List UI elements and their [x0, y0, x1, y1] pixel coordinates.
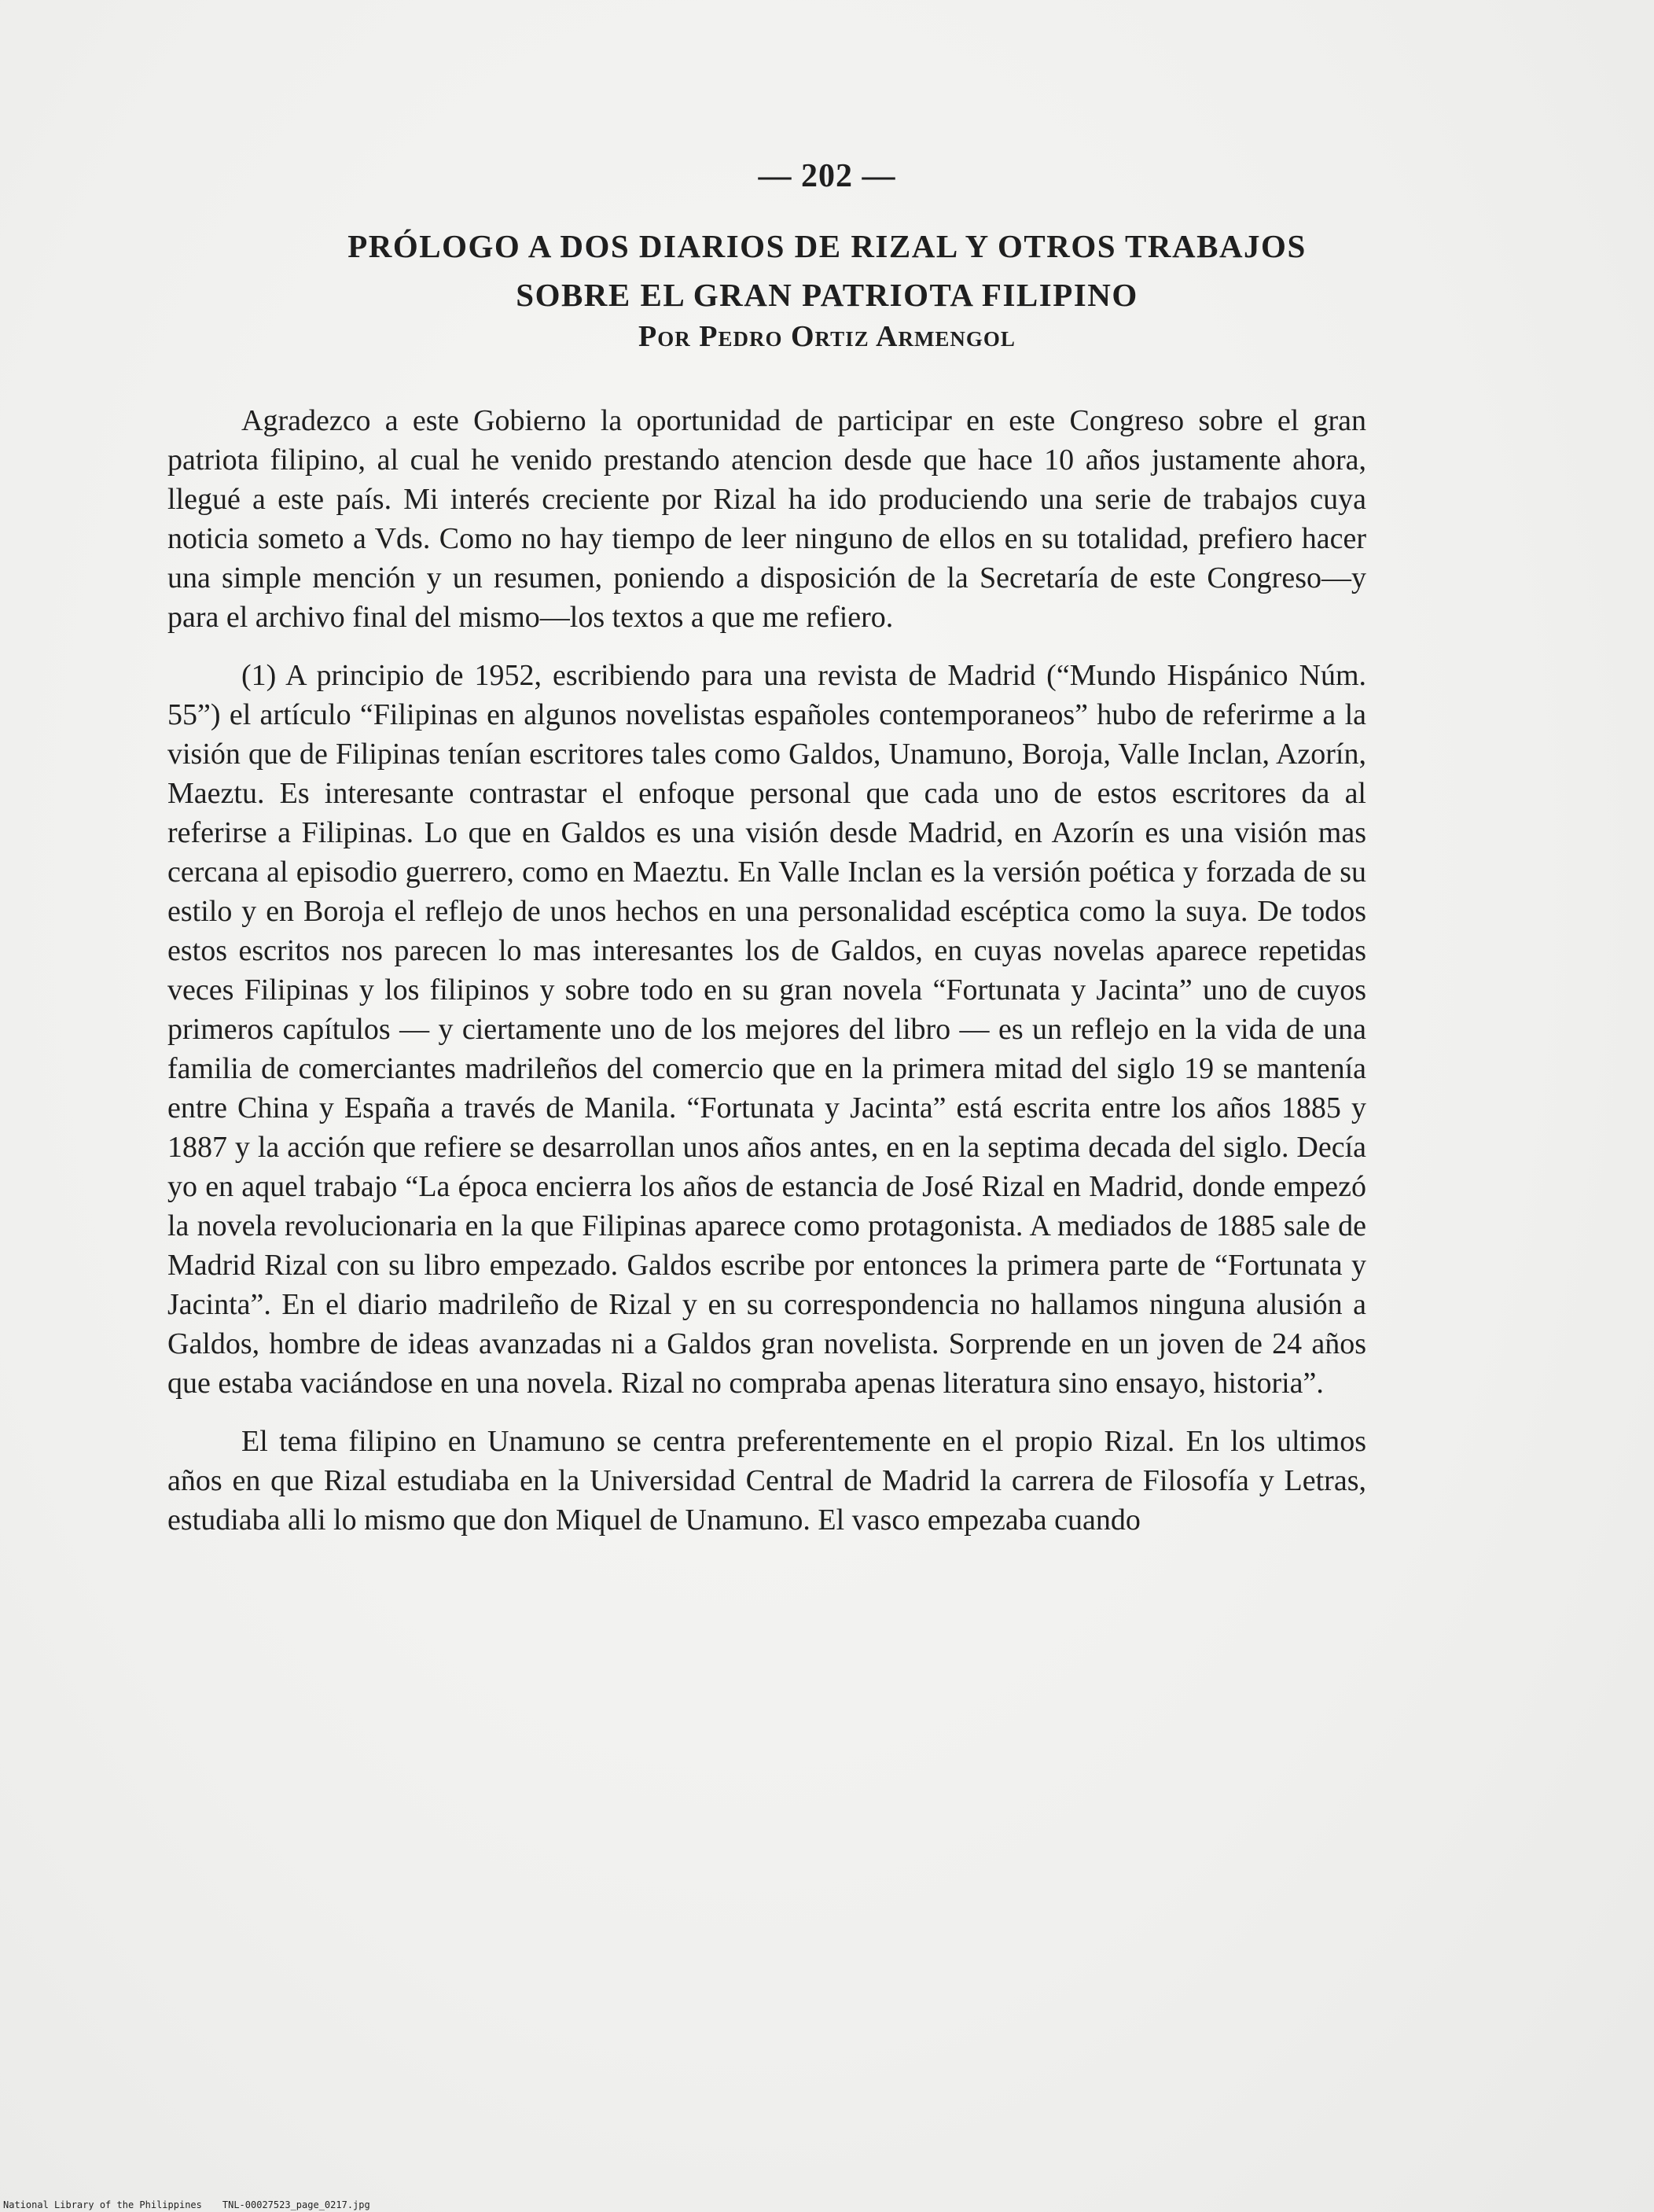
scan-footer — [3, 2199, 391, 2210]
page-number: — 202 — — [758, 158, 896, 194]
title-line-1: PRÓLOGO A DOS DIARIOS DE RIZAL Y OTROS TRABAJOS — [347, 228, 1307, 264]
article-title — [157, 222, 1497, 319]
article-body — [167, 401, 1366, 1559]
footer-filename: TNL-00027523_page_0217.jpg — [222, 2199, 370, 2210]
author-byline: Por Pedro Ortiz Armengol — [638, 320, 1016, 353]
title-line-2: SOBRE EL GRAN PATRIOTA FILIPINO — [516, 277, 1138, 313]
paragraph-3: El tema filipino en Unamuno se centra preferentemente en el propio Rizal. En los ultimos años en que Rizal estudiaba en la Universidad Central de Madrid la carrera de Filosofía y Letras, estudiaba alli lo mismo que don Miquel de Unamuno. El vasco empezaba cuando — [167, 1425, 1366, 1537]
paragraph-2: (1) A principio de 1952, escribiendo para una revista de Madrid (“Mundo Hispánico Núm. 55”) el artículo “Filipinas en algunos novelistas españoles contemporaneos” hubo de referirme a la visión que de Filipinas tenían escritores tales como Galdos, Unamuno, Boroja, Valle Inclan, Azorín, Maeztu. Es interesante contrastar el enfoque personal que cada uno de estos escritores da al referirse a Filipinas. Lo que en Galdos es una visión desde Madrid, en Azorín es una visión mas cercana al episodio guerrero, como en Maeztu. En Valle Inclan es la versión poética y forzada de su estilo y en Boroja el reflejo de unos hechos en una personalidad escéptica como la suya. De todos estos escritos nos parecen lo mas interesantes los de Galdos, en cuyas novelas aparece repetidas veces Filipinas y los filipinos y sobre todo en su gran novela “Fortunata y Jacinta” uno de cuyos primeros capítulos — y ciertamente uno de los mejores del libro — es un reflejo en la vida de una familia de comerciantes madrileños del comercio que en la primera mitad del siglo 19 se mantenía entre China y España a través de Manila. “Fortunata y Jacinta” está escrita entre los años 1885 y 1887 y la acción que refiere se desarrollan unos años antes, en en la septima decada del siglo. Decía yo en aquel trabajo “La época encierra los años de estancia de José Rizal en Madrid, donde empezó la novela revolucionaria en la que Filipinas aparece como protagonista. A mediados de 1885 sale de Madrid Rizal con su libro empezado. Galdos escribe por entonces la primera parte de “Fortunata y Jacinta”. En el diario madrileño de Rizal y en su correspondencia no hallamos ninguna alusión a Galdos, hombre de ideas avanzadas ni a Galdos gran novelista. Sorprende en un joven de 24 años que estaba vaciándose en una novela. Rizal no compraba apenas literatura sino ensayo, historia”. — [167, 659, 1366, 1400]
footer-library: National Library of the Philippines — [3, 2199, 202, 2210]
paragraph-1: Agradezco a este Gobierno la oportunidad de participar en este Congreso sobre el gran patriota filipino, al cual he venido prestando atencion desde que hace 10 años justamente ahora, llegué a este país. Mi interés creciente por Rizal ha ido produciendo una serie de trabajos cuya noticia someto a Vds. Como no hay tiempo de leer ninguno de ellos en su totalidad, prefiero hacer una simple mención y un resumen, poniendo a disposición de la Secretaría de este Congreso—y para el archivo final del mismo—los textos a que me refiero. — [167, 404, 1366, 634]
